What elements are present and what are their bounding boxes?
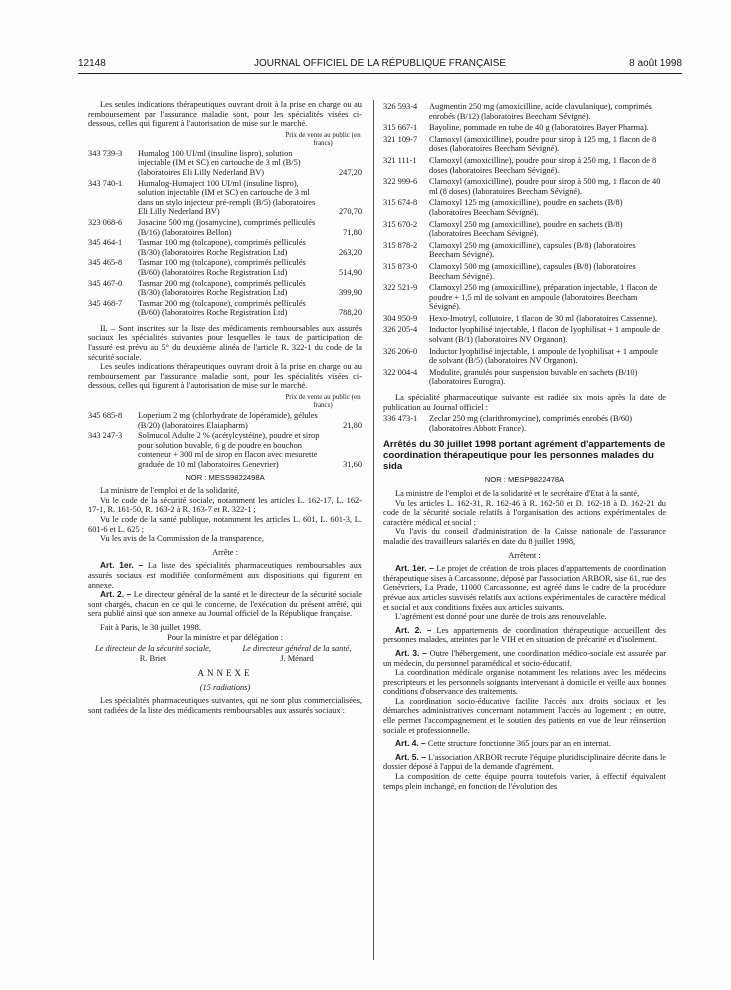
radiee-code: 336 473-1 <box>383 414 418 424</box>
signature-left-name: R. Briet <box>139 653 167 663</box>
drug-code: 345 464-1 <box>88 238 123 248</box>
radiee-paragraph: La spécialité pharmaceutique suivante est radiée six mois après la date de publication au Journal officiel : <box>383 393 666 412</box>
left-column <box>88 100 362 716</box>
right-article-5-text: L'association ARBOR recrute l'équipe pluridisciplinaire décrite dans le dossier déposé à l'appui de la demande d'agrément. <box>383 752 667 772</box>
drug-code: 322 999-6 <box>383 177 418 187</box>
drug-code: 304 950-9 <box>383 313 418 323</box>
drug-description: Clamoxyl (amoxicilline), poudre pour sirop à 125 mg, 1 flacon de 8 doses (laboratoires Beecham Sévigné). <box>429 134 657 154</box>
drug-code: 343 739-3 <box>88 148 123 158</box>
right-article-5b: La composition de cette équipe pourra toutefois varier, à effectif équivalent temps plein inchangé, en fonction de l'évolution des <box>383 772 666 791</box>
journal-title: JOURNAL OFFICIEL DE LA RÉPUBLIQUE FRANÇAISE <box>253 58 507 69</box>
arrete-heading: Arrête : <box>212 547 238 557</box>
drug-code: 315 873-0 <box>383 261 418 271</box>
right-article-3c: La coordination socio-éducative facilite l'accès aux droits sociaux et les démarches administratives concernant notamment l'accès au logement ; en outre, elle permet l'accompagnement et le soutien des patients en vue de leur réinsertion sociale et professionnelle. <box>383 696 666 735</box>
drug-description: Hexo-Imotryl, collutoire, 1 flacon de 30 ml (laboratoires Cassenne). <box>429 313 658 323</box>
drug-description: Josacine 500 mg (josamycine), comprimés pelliculés (B/16) (laboratoires Bellon) <box>138 217 316 237</box>
drug-description: Clamoxyl 250 mg (amoxicilline), préparation injectable, 1 flacon de poudre + 1,5 ml de solvant en ampoule (laboratoires Beecham Sévigné). <box>429 283 658 312</box>
list-item <box>88 411 362 430</box>
right-article-3-label: Art. 3. – <box>395 647 427 658</box>
drug-price: 514,90 <box>338 267 362 277</box>
drug-description: Clamoxyl 250 mg (amoxicilline), capsules (B/8) (laboratoires Beecham Sévigné). <box>429 240 636 260</box>
drug-code: 345 467-0 <box>88 278 123 288</box>
radiations-count: (15 radiations) <box>199 682 251 692</box>
article-2 <box>88 590 362 619</box>
right-article-5 <box>383 753 666 772</box>
signature-right-title: Le directeur général de la santé, <box>242 644 352 654</box>
radiation-list <box>383 102 666 387</box>
annexe-paragraph: Les spécialités pharmaceutiques suivantes, qui ne sont plus commercialisées, sont radiées de la liste des médicaments remboursables aux assurés sociaux : <box>88 696 362 716</box>
drug-code: 345 465-8 <box>88 258 123 268</box>
article-1 <box>88 561 362 590</box>
list-item <box>88 431 362 469</box>
drug-description: Tasmar 200 mg (tolcapone), comprimés pelliculés (B/30) (laboratoires Roche Registration Ltd) <box>138 278 306 298</box>
drug-code: 322 004-4 <box>383 367 418 377</box>
right-article-4 <box>383 739 666 749</box>
right-article-2-label: Art. 2. – <box>395 624 432 635</box>
drug-code: 343 740-1 <box>88 178 123 188</box>
list-item <box>383 347 666 366</box>
drug-description: Tasmar 200 mg (tolcapone), comprimés pelliculés (B/60) (laboratoires Roche Registration Ltd) <box>138 298 306 318</box>
right-column <box>383 100 666 791</box>
issue-date: 8 août 1998 <box>629 58 682 69</box>
right-article-3-text: Outre l'hébergement, une coordination médico-sociale est assurée par un médecin, du personnel paramédical et socio-éducatif. <box>383 648 666 668</box>
right-article-3b: La coordination médicale organise notamment les relations avec les médecins prescripteurs et les personnels soignants intervenant à domicile et veille aux bonnes conditions d'observance des traitements. <box>383 668 666 697</box>
drug-code: 326 593-4 <box>383 102 418 111</box>
drug-code: 321 109-7 <box>383 134 418 144</box>
drug-description: Inductor lyophilisé injectable, 1 ampoule de lyophilisat + 1 ampoule de solvant (B/5) (laboratoires NV Organon). <box>429 346 658 366</box>
vu-paragraph-3: Vu les avis de la Commission de la transparence, <box>100 534 264 544</box>
drug-code: 315 667-1 <box>383 123 418 133</box>
list-item <box>383 156 666 175</box>
drug-description: Augmentin 250 mg (amoxicilline, acide clavulanique), comprimés enrobés (B/12) (laboratoires Beecham Sévigné). <box>429 102 652 121</box>
drug-price-list-2 <box>88 411 362 470</box>
list-item <box>383 123 666 133</box>
right-article-4-text: Cette structure fonctionne 365 jours par an en internat. <box>427 739 611 749</box>
delegation-line: Pour la ministre et par délégation : <box>167 632 283 642</box>
annexe-heading: ANNEXE <box>197 668 253 679</box>
right-article-5-label: Art. 5. – <box>395 751 426 762</box>
drug-price: 31,60 <box>343 460 362 469</box>
drug-description: Loperium 2 mg (chlorhydrate de lopéramide), gélules (B/20) (laboratoires Elaiapharm) <box>138 411 318 430</box>
vu-paragraph-right-1: Vu les articles L. 162-31, R. 162-46 à R. 162-50 et D. 162-18 à D. 162-21 du code de la sécurité sociale relatifs à l'organisation des actions expérimentales de caractère médical et social ; <box>383 498 666 527</box>
drug-code: 322 521-9 <box>383 283 418 293</box>
list-item <box>383 241 666 260</box>
signature-left <box>88 644 218 663</box>
article-2-label: Art. 2. – <box>100 589 132 600</box>
page-number: 12148 <box>78 58 106 69</box>
drug-code: 345 468-7 <box>88 298 123 308</box>
list-item <box>88 238 362 257</box>
list-item <box>88 279 362 298</box>
section-ii-indications: Les seules indications thérapeutiques ouvrant droit à la prise en charge ou au remboursement par l'assurance maladie sont, pour les spécialités visées ci-dessous, celles qui figurent à l'autorisation de mise sur le marché. <box>88 362 362 391</box>
article-1-label: Art. 1er. – <box>100 560 144 571</box>
vu-paragraph-right-2: Vu l'avis du conseil d'administration de la Caisse nationale de l'assurance maladie des travailleurs salariés en date du 8 juillet 1998, <box>383 527 666 546</box>
list-item <box>383 177 666 196</box>
fait-line: Fait à Paris, le 30 juillet 1998. <box>100 622 201 632</box>
column-divider <box>373 100 374 960</box>
drug-code: 323 068-6 <box>88 217 123 227</box>
drug-description: Humalog-Humaject 100 UI/ml (insuline lispro), solution injectable (IM et SC) en cartouche de 3 ml dans un stylo injecteur pré-rempli (B/5) (laboratoires Eli Lilly Nederland BV) <box>138 178 316 217</box>
drug-code: 321 111-1 <box>383 155 417 165</box>
section-ii-paragraph: II. – Sont inscrites sur la liste des médicaments remboursables aux assurés sociaux les spécialités suivantes pour lesquelles le taux de participation de l'assuré est prévu au 5° du deuxième alinéa de l'article R. 322-1 du code de la sécurité sociale. <box>88 323 362 362</box>
vu-paragraph-1: Vu le code de la sécurité sociale, notamment les articles L. 162-17, L. 162-17-1, R. 161-50, R. 163-2 à R. 163-7 et R. 322-1 ; <box>88 495 362 515</box>
signature-right <box>232 644 362 663</box>
header-rule <box>78 73 682 74</box>
drug-description: Tasmar 100 mg (tolcapone), comprimés pelliculés (B/30) (laboratoires Roche Registration Ltd) <box>138 238 306 257</box>
right-article-1-label: Art. 1er. – <box>395 563 434 574</box>
article-2-text: Le directeur général de la santé et le directeur de la sécurité sociale sont chargés, chacun en ce qui le concerne, de l'exécution du présent arrêté, qui sera publié ainsi que son annexe au Journal officiel de la République française. <box>88 590 362 619</box>
price-column-header: Prix de vente au public (en francs) <box>285 130 361 147</box>
drug-description: Clamoxyl (amoxicilline), poudre pour sirop à 250 mg, 1 flacon de 8 doses (laboratoires Beecham Sévigné). <box>429 155 657 175</box>
list-item <box>88 299 362 318</box>
drug-price: 788,20 <box>338 308 362 318</box>
drug-code: 315 674-8 <box>383 198 418 208</box>
drug-price: 247,20 <box>338 167 362 177</box>
list-item <box>383 314 666 324</box>
drug-price: 270,70 <box>338 207 362 217</box>
radiee-entry <box>383 414 666 433</box>
price-column-header-2: Prix de vente au public (en francs) <box>285 393 361 410</box>
arretent-heading: Arrêtent : <box>508 550 541 560</box>
drug-price-list <box>88 149 362 318</box>
ministre-line-right: La ministre de l'emploi et de la solidarité et le secrétaire d'Etat à la santé, <box>395 489 640 498</box>
drug-price: 71,80 <box>343 227 362 237</box>
drug-code: 343 247-3 <box>88 431 123 441</box>
ministre-line: La ministre de l'emploi et de la solidarité, <box>100 486 240 496</box>
right-article-2-text: Les appartements de coordination thérapeutique accueillent des personnes malades, atteintes par le VIH et en situation de précarité et d'isolement. <box>383 625 667 645</box>
radiee-text: Zeclar 250 mg (clarithromycine), comprimés enrobés (B/60) (laboratoires Abbott France). <box>429 414 633 433</box>
drug-price: 21,80 <box>343 420 362 430</box>
drug-description: Inductor lyophilisé injectable, 1 flacon de lyophilisat + 1 ampoule de solvant (B/1) (laboratoires NV Organon). <box>429 325 661 345</box>
article-1-text: La liste des spécialités pharmaceutiques remboursables aux assurés sociaux est modifiée conformément aux dispositions qui figurent en annexe. <box>88 561 362 590</box>
list-item <box>383 325 666 344</box>
list-item <box>88 149 362 178</box>
right-article-4-label: Art. 4. – <box>395 738 426 749</box>
drug-description: Humalog 100 UI/ml (insuline lispro), solution injectable (IM et SC) en cartouche de 3 ml (B/5) (laboratoires Eli Lilly Nederland BV) <box>138 148 301 177</box>
list-item <box>383 198 666 217</box>
drug-description: Solmucol Adulte 2 % (acétylcystéine), poudre et sirop pour solution buvable, 6 g de poudre en bouchon conteneur + 300 ml de sirop en flacon avec mesurette graduée de 10 ml (laboratoires Genevrier) <box>138 431 320 469</box>
list-item <box>383 102 666 121</box>
drug-code: 326 206-0 <box>383 346 418 356</box>
drug-price: 399,90 <box>338 288 362 298</box>
right-article-2 <box>383 626 666 645</box>
drug-description: Tasmar 100 mg (tolcapone), comprimés pelliculés (B/60) (laboratoires Roche Registration Ltd) <box>138 258 306 277</box>
list-item <box>88 258 362 277</box>
drug-code: 315 878-2 <box>383 240 418 250</box>
signature-left-title: Le directeur de la sécurité sociale, <box>95 644 211 654</box>
right-article-1-text: Le projet de création de trois places d'appartements de coordination thérapeutique sises à Carcassonne, déposé par l'association ARBOR, sise 61, rue des Genévriers, La Prade, 11000 Carcassonne, est agréé dans le cadre de la procédure prévue aux articles susvisés relatifs aux actions expérimentales de caractère médical et social et aux conditions fixées aux articles suivants. <box>383 564 667 612</box>
list-item <box>383 135 666 154</box>
drug-description: Clamoxyl 125 mg (amoxicilline), poudre en sachets (B/8) (laboratoires Beecham Sévigné). <box>429 198 623 217</box>
drug-code: 345 685-8 <box>88 411 123 421</box>
drug-code: 315 670-2 <box>383 219 418 229</box>
nor-reference-right: NOR : MESP9822478A <box>484 475 565 485</box>
signature-right-name: J. Ménard <box>280 653 314 663</box>
page-header <box>78 58 682 72</box>
drug-description: Modulite, granulés pour suspension buvable en sachets (B/10) (laboratoires Eurogra). <box>429 367 638 387</box>
drug-price: 263,20 <box>338 247 362 257</box>
right-article-1 <box>383 564 666 612</box>
list-item <box>383 368 666 387</box>
right-article-3 <box>383 649 666 668</box>
signature-block <box>88 644 362 663</box>
drug-code: 326 205-4 <box>383 325 418 335</box>
list-item <box>88 218 362 237</box>
list-item <box>88 179 362 217</box>
vu-paragraph-2: Vu le code de la santé publique, notamment les articles L. 601, L. 601-3, L. 601-6 et L. 625 ; <box>88 514 362 534</box>
drug-description: Bayoline, pommade en tube de 40 g (laboratoires Bayer Pharma). <box>429 123 649 133</box>
arrete-title: Arrêtés du 30 juillet 1998 portant agrément d'appartements de coordination thérapeutique pour les personnes malades du sida <box>383 439 666 473</box>
drug-description: Clamoxyl 500 mg (amoxicilline), capsules (B/8) (laboratoires Beecham Sévigné). <box>429 261 636 281</box>
list-item <box>383 283 666 312</box>
drug-description: Clamoxyl (amoxicilline), poudre pour sirop à 500 mg, 1 flacon de 40 ml (8 doses) (laboratoires Beecham Sévigné). <box>429 177 661 196</box>
nor-reference: NOR : MESS9822498A <box>185 472 265 482</box>
list-item <box>383 220 666 239</box>
intro-paragraph: Les seules indications thérapeutiques ouvrant droit à la prise en charge ou au remboursement par l'assurance maladie sont, pour les spécialités visées ci-dessous, celles qui figurent à l'autorisation de mise sur le marché. <box>88 100 362 129</box>
right-article-1b: L'agrément est donné pour une durée de trois ans renouvelable. <box>395 612 607 622</box>
list-item <box>383 262 666 281</box>
drug-description: Clamoxyl 250 mg (amoxicilline), poudre en sachets (B/8) (laboratoires Beecham Sévigné). <box>429 219 623 239</box>
